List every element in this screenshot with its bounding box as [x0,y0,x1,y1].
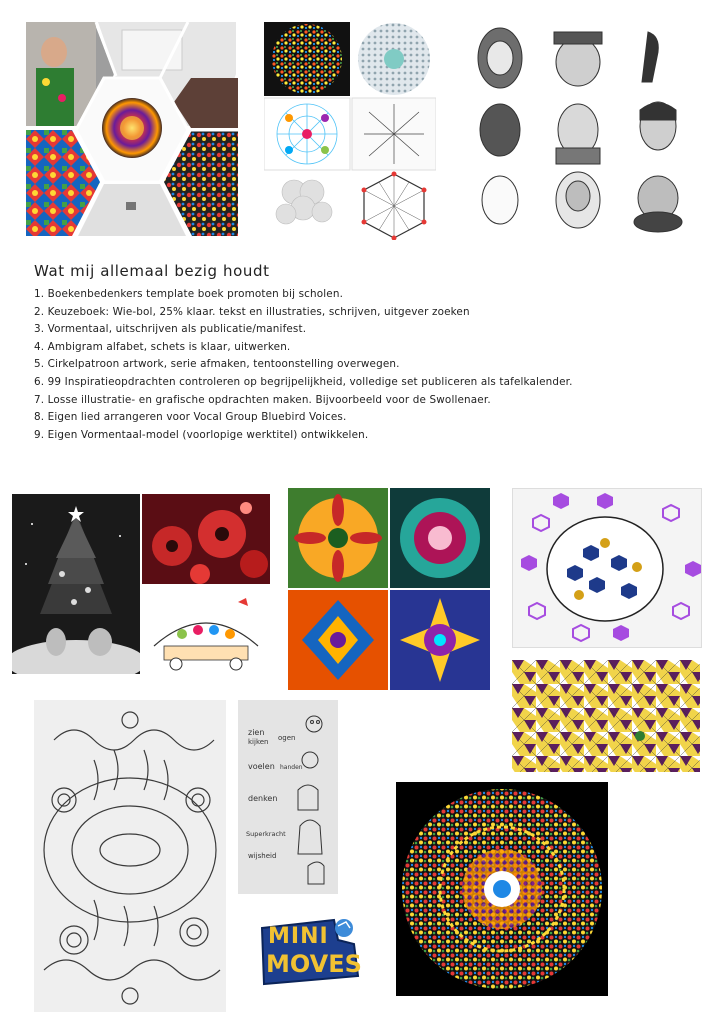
mandala-four-tiles [288,488,490,690]
hexagon-tiling-artwork [512,488,702,648]
portraits-graphic [468,22,698,236]
sketch-note: ogen [278,734,296,742]
poppies-painting [142,494,270,584]
list-item: 4. Ambigram alfabet, schets is klaar, uitwerken. [34,340,291,353]
poppies-graphic [142,494,270,584]
sketch-note: kijken [248,738,269,746]
logo-line-moves: MOVES [266,950,362,978]
sketch-note: zien [248,728,265,737]
purple-yellow-tiling [512,660,700,772]
line-art-graphic [34,700,226,1012]
mandala-tiles-graphic [288,488,490,690]
todo-text-block [34,262,714,444]
dot-mandala-graphic [396,782,608,996]
list-item: 5. Cirkelpatroon artwork, serie afmaken, tentoonstelling overwegen. [34,358,400,371]
sketch-note: handen [280,764,303,771]
sketch-note: voelen [248,762,275,771]
list-item: 7. Losse illustratie- en grafische opdrachten maken. Bijvoorbeeld voor de Swollenaer. [34,393,491,406]
list-item: 6. 99 Inspiratieopdrachten controleren op begrijpelijkheid, volledige set publiceren als tafelkalender. [34,375,573,388]
pattern-collage [264,22,436,240]
christmas-tree-graphic [12,494,140,674]
purple-yellow-graphic [512,660,700,772]
section-heading: Wat mij allemaal bezig houdt [34,262,270,280]
line-art-coloring-page [34,700,226,1012]
christmas-tree-illustration [12,494,140,674]
list-item: 3. Vormentaal, uitschrijven als publicatie/manifest. [34,323,307,336]
list-item: 2. Keuzeboek: Wie-bol, 25% klaar. tekst en illustraties, schrijven, uitgever zoeken [34,305,470,318]
hex-photo-collage [26,22,238,236]
list-item: 1. Boekenbedenkers template boek promoten bij scholen. [34,288,344,300]
cart-people-sketch [142,590,270,674]
sketch-note: denken [248,794,278,803]
portrait-sketches-grid [468,22,698,236]
pattern-collage-graphic [264,22,436,240]
cart-sketch-graphic [142,590,270,674]
logo-line-mini: MINI [268,924,329,949]
list-item: 8. Eigen lied arrangeren voor Vocal Group Bluebird Voices. [34,411,347,424]
sketch-note: wijsheid [248,852,277,860]
dot-mandala-artwork [396,782,608,996]
list-item: 9. Eigen Vormentaal-model (voorlopige werktitel) ontwikkelen. [34,428,369,441]
sketch-note: Superkracht [246,830,286,838]
sketch-notebook [238,700,338,894]
hex-collage-graphic [26,22,238,236]
mini-moves-logo [254,910,364,994]
todo-list [34,286,714,444]
hexagon-tiling-graphic [513,489,701,647]
